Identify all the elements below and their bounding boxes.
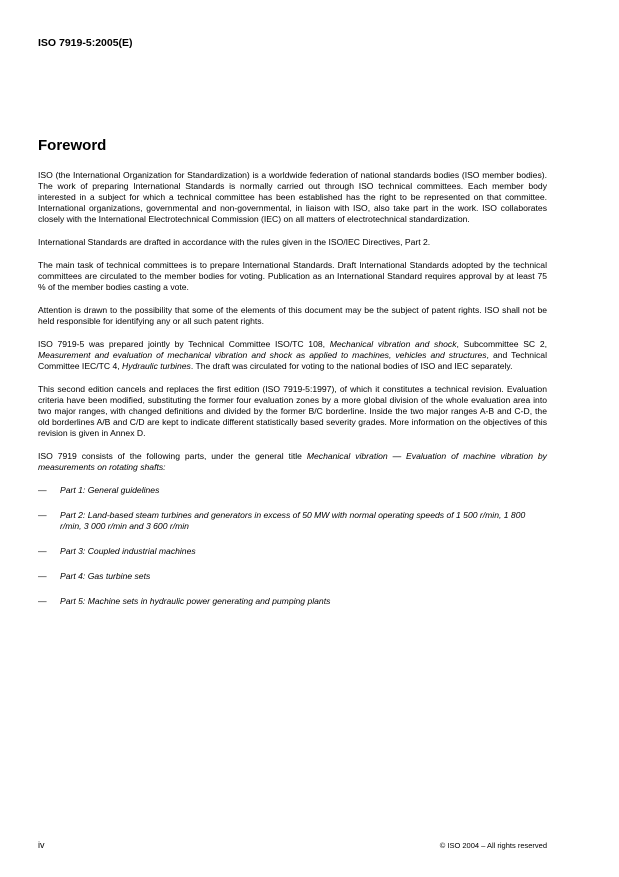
paragraph-committee-task: The main task of technical committees is to prepare International Standards. Draft International Standards adopted by the technical committees are circulated to the member bodies for voting. Publication as an International Standard requires approval by at least 75 % of the member bodies casting a vote. [38,260,547,292]
paragraph-directives: International Standards are drafted in accordance with the rules given in the ISO/IEC Directives, Part 2. [38,237,431,247]
parts-list [38,485,547,607]
foreword-body [38,170,547,621]
parts-intro-text: ISO 7919 consists of the following parts, under the general title [38,451,307,461]
list-item-text: Part 3: Coupled industrial machines [60,546,196,556]
paragraph-iso-overview: ISO (the International Organization for Standardization) is a worldwide federation of national standards bodies (ISO member bodies). The work of preparing International Standards is normally carried out through ISO technical committees. Each member body interested in a subject for which a technical committee has been established has the right to be represented on that committee. International organizations, governmental and non-governmental, in liaison with ISO, also take part in the work. ISO collaborates closely with the International Electrotechnical Commission (IEC) on all matters of electrotechnical standardization. [38,170,547,224]
dash-bullet: — [38,546,47,556]
paragraph-parts-intro [38,451,547,473]
list-item [38,596,547,607]
list-item-text: Part 1: General guidelines [60,485,160,495]
preparation-text-2: , Subcommittee SC 2, [456,339,547,349]
list-item-text: Part 2: Land-based steam turbines and generators in excess of 50 MW with normal operating speeds of 1 500 r/min, 1 800 r/min, 3 000 r/min and 3 600 r/min [60,510,526,531]
paragraph-patent-rights: Attention is drawn to the possibility that some of the elements of this document may be the subject of patent rights. ISO shall not be held responsible for identifying any or all such patent rights. [38,305,547,326]
preparation-sc-title: Measurement and evaluation of mechanical vibration and shock as applied to machines, vehicles and structures [38,350,487,360]
list-item-text: Part 5: Machine sets in hydraulic power generating and pumping plants [60,596,331,606]
copyright-notice: © ISO 2004 – All rights reserved [439,841,547,850]
document-id-header: ISO 7919-5:2005(E) [38,37,133,49]
list-item [38,571,547,582]
list-item-text: Part 4: Gas turbine sets [60,571,151,581]
dash-bullet: — [38,485,47,495]
page-title: Foreword [38,137,107,154]
list-item [38,510,547,532]
dash-bullet: — [38,596,47,606]
dash-bullet: — [38,510,47,520]
paragraph-edition: This second edition cancels and replaces the first edition (ISO 7919-5:1997), of which it constitutes a technical revision. Evaluation criteria have been modified, substituting the former four evaluation zones by a more global division of the whole evaluation area into two major ranges, with changed definitions and divided by the former B/C borderline. Inside the two major ranges A-B and C-D, the old borderlines A/B and C/D are kept to indicate different statistically based severity grades. More information on the objectives of this revision is given in Annex D. [38,384,547,438]
list-item [38,546,547,557]
preparation-text-1: ISO 7919-5 was prepared jointly by Technical Committee ISO/TC 108, [38,339,330,349]
page-number: iv [38,840,45,850]
paragraph-preparation [38,339,547,372]
parts-general-title: Mechanical vibration — Evaluation of machine vibration by measurements on rotating shafts: [38,451,547,472]
preparation-text-3: , and Technical Committee IEC/TC 4, [38,350,547,371]
preparation-tc-title: Mechanical vibration and shock [329,339,457,349]
preparation-iec-title: Hydraulic turbines [122,361,191,371]
preparation-text-4: . The draft was circulated for voting to the national bodies of ISO and IEC separately. [190,361,513,371]
list-item [38,485,547,496]
dash-bullet: — [38,571,47,581]
